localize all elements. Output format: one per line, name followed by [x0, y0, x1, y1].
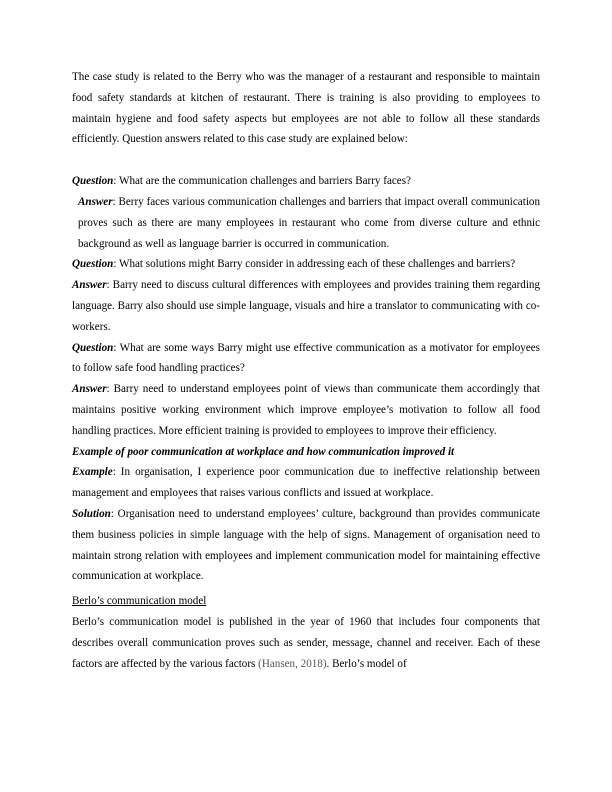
question-label: Question — [72, 341, 114, 354]
example-heading: Example of poor communication at workplace and how communication improved it — [72, 445, 455, 458]
question-1-text: : What are the communication challenges and barriers Barry faces? — [113, 175, 411, 188]
berlo-heading: Berlo’s communication model — [72, 595, 207, 608]
answer-label: Answer — [72, 279, 107, 292]
question-label: Question — [72, 258, 114, 271]
answer-3-text: : Barry need to understand employees point of views than communicate them accordingly that maintains positive working environment which improve employee’s motivation to follow all food handling practices. More efficient training is provided to employees to improve their efficiency. — [72, 383, 540, 437]
question-label: Question — [72, 175, 114, 188]
question-2 — [72, 254, 540, 275]
example-paragraph — [72, 462, 540, 504]
question-3-text: : What are some ways Barry might use effective communication as a motivator for employees to follow safe food handling practices? — [72, 341, 540, 375]
answer-label: Answer — [72, 383, 107, 396]
citation: (Hansen, 2018) — [258, 657, 327, 670]
answer-1 — [72, 192, 540, 254]
solution-text: : Organisation need to understand employees’ culture, background than provides communicate them business policies in simple language with the help of signs. Management of organisation need to maintain strong relation with employees and implement communication model for maintaining effective communication at workplace. — [72, 507, 540, 583]
answer-2 — [72, 275, 540, 337]
berlo-heading-line — [72, 591, 540, 612]
example-text: : In organisation, I experience poor communication due to ineffective relationship between management and employees that raises various conflicts and issued at workplace. — [72, 466, 540, 500]
question-2-text: : What solutions might Barry consider in addressing each of these challenges and barriers? — [113, 258, 516, 271]
answer-3 — [72, 379, 540, 441]
berlo-paragraph — [72, 612, 540, 674]
example-label: Example — [72, 466, 113, 479]
document-page — [72, 67, 540, 674]
question-1 — [72, 171, 540, 192]
solution-paragraph — [72, 504, 540, 587]
answer-2-text: : Barry need to discuss cultural differences with employees and provides training them regarding language. Barry also should use simple language, visuals and hire a translator to communicating with co-workers. — [72, 279, 540, 333]
solution-label: Solution — [72, 507, 111, 520]
berlo-text: Berlo’s communication model is published in the year of 1960 that includes four components that describes overall communication proves such as sender, message, channel and receiver. Each of these factors are affected by the various factors — [72, 615, 540, 670]
intro-paragraph: The case study is related to the Berry who was the manager of a restaurant and responsible to maintain food safety standards at kitchen of restaurant. There is training is also providing to employees to maintain hygiene and food safety aspects but employees are not able to follow all these standards efficiently. Question answers related to this case study are explained below: — [72, 71, 540, 146]
question-3 — [72, 338, 540, 380]
answer-label: Answer — [78, 195, 113, 208]
berlo-tail: . Berlo’s model of — [326, 657, 407, 670]
answer-1-text: : Berry faces various communication challenges and barriers that impact overall communication proves such as there are many employees in restaurant who come from diverse culture and ethnic background as well as language barrier is occurred in communication. — [78, 195, 540, 250]
spacer — [72, 150, 540, 171]
